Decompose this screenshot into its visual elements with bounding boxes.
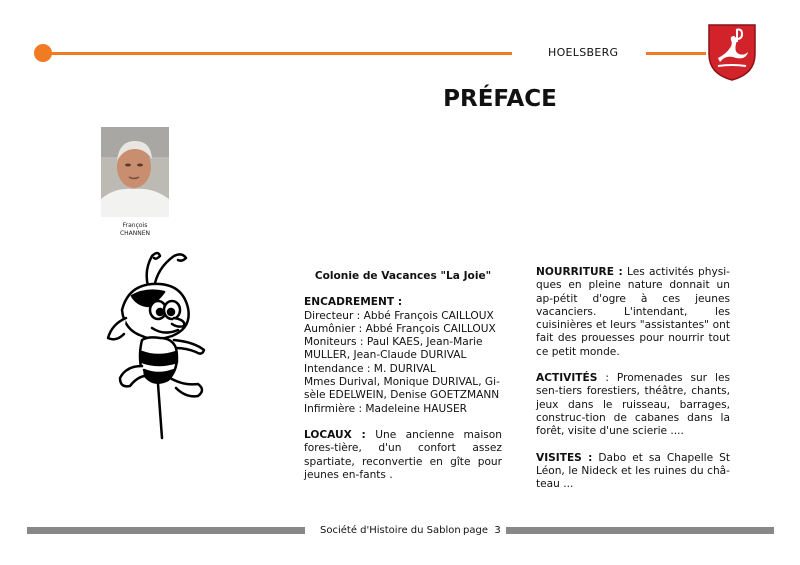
visites-paragraph	[536, 452, 730, 492]
encadrement-heading: ENCADREMENT :	[304, 296, 403, 309]
caption-first-name: François	[122, 222, 148, 229]
locaux-text: Une ancienne maison fores-tière, d'un confort assez spartiate, reconvertie en gîte pour jeunes en-fants .	[304, 428, 502, 481]
nourriture-paragraph	[536, 266, 730, 359]
staff-line: sèle EDELWEIN, Denise GOETZMANN	[304, 389, 500, 402]
page-title: PRÉFACE	[443, 86, 557, 112]
activites-text: : Promenades sur les sen-tiers forestiers, théâtre, chants, jeux dans le ruisseau, barrages, construc-tion de cabanes dans la forêt, visite d'une scierie ....	[536, 372, 730, 438]
visites-text: Dabo et sa Chapelle St Léon, le Nideck et les ruines du châ-teau ...	[536, 451, 730, 491]
header-rule-right	[646, 52, 706, 55]
header-title: HOELSBERG	[548, 46, 619, 59]
camp-title: Colonie de Vacances "La Joie"	[314, 270, 492, 282]
activites-paragraph	[536, 372, 730, 438]
staff-line: Intendance : M. DURIVAL	[304, 362, 436, 375]
locaux-heading: LOCAUX :	[304, 428, 366, 441]
coat-of-arms-icon	[706, 22, 758, 82]
portrait-photo	[101, 127, 169, 217]
bee-mascot-illustration	[102, 248, 222, 448]
locaux-paragraph	[304, 429, 502, 482]
staff-line: MULLER, Jean-Claude DURIVAL	[304, 349, 467, 362]
caption-last-name: CHANNEN	[119, 230, 151, 237]
staff-line: Mmes Durival, Monique DURIVAL, Gi-	[304, 376, 500, 389]
staff-line: Infirmière : Madeleine HAUSER	[304, 402, 468, 415]
column-camp-staff	[304, 270, 502, 482]
nourriture-text: Les activités physi-ques en pleine nature donnait un ap-pétit d'ogre à ces jeunes vacanciers. L'intendant, les cuisinières et leurs "assistantes" ont fait des prouesses pour nourrir tout ce petit monde.	[536, 266, 730, 358]
visites-heading: VISITES :	[536, 451, 593, 464]
portrait-caption	[96, 222, 174, 238]
staff-line: Aumônier : Abbé François CAILLOUX	[304, 322, 496, 335]
nourriture-heading: NOURRITURE :	[536, 266, 623, 278]
staff-line: Directeur : Abbé François CAILLOUX	[304, 309, 494, 322]
footer-society-name: Société d'Histoire du Sablon	[320, 525, 461, 536]
footer-bar-right	[506, 527, 774, 534]
staff-line: Moniteurs : Paul KAES, Jean-Marie	[304, 336, 483, 349]
header-rule-left	[50, 52, 512, 55]
activites-heading: ACTIVITÉS	[536, 372, 598, 385]
column-activities	[536, 266, 730, 491]
footer-page-number: page 3	[463, 525, 501, 536]
footer-bar-left	[27, 527, 305, 534]
